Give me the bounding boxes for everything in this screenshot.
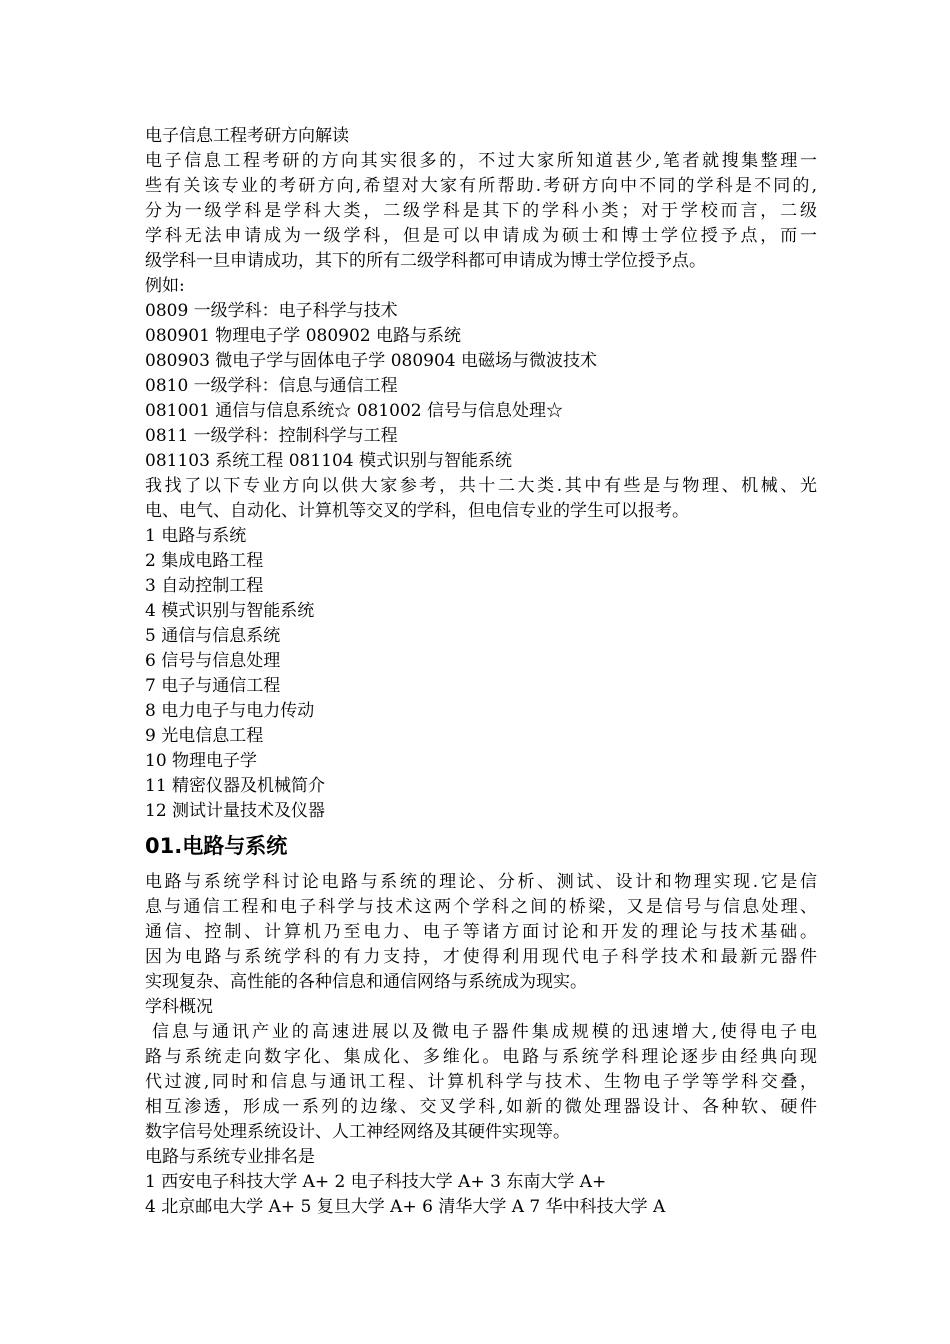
paragraph-line: 通信、控制、计算机乃至电力、电子等诸方面讨论和开发的理论与技术基础。 — [145, 922, 817, 942]
overview-label: 学科概况 — [145, 997, 213, 1017]
paragraph-line: 电、电气、自动化、计算机等交叉的学科，但电信专业的学生可以报考。 — [145, 501, 689, 521]
paragraph-line: 相互渗透，形成一系列的边缘、交叉学科,如新的微处理器设计、各种软、硬件 — [145, 1097, 817, 1117]
paragraph-line: 电路与系统学科讨论电路与系统的理论、分析、测试、设计和物理实现.它是信 — [145, 872, 817, 892]
direction-item: 3 自动控制工程 — [145, 576, 264, 596]
ranking-line: 1 西安电子科技大学 A+ 2 电子科技大学 A+ 3 东南大学 A+ — [145, 1172, 607, 1192]
paragraph-line: 因为电路与系统学科的有力支持，才使得利用现代电子科学技术和最新元器件 — [145, 947, 817, 967]
direction-item: 5 通信与信息系统 — [145, 626, 281, 646]
paragraph-line: 些有关该专业的考研方向,希望对大家有所帮助.考研方向中不同的学科是不同的, — [145, 176, 817, 196]
paragraph-line: 学科无法申请成为一级学科，但是可以申请成为硕士和博士学位授予点，而一 — [145, 226, 817, 246]
overview-paragraph — [145, 1020, 817, 1145]
direction-item: 12 测试计量技术及仪器 — [145, 801, 326, 821]
paragraph-line: 级学科一旦申请成功，其下的所有二级学科都可申请成为博士学位授予点。 — [145, 251, 706, 271]
example-item: 081001 通信与信息系统☆ 081002 信号与信息处理☆ — [145, 401, 564, 421]
paragraph-line: 分为一级学科是学科大类，二级学科是其下的学科小类；对于学校而言，二级 — [145, 201, 817, 221]
direction-item: 9 光电信息工程 — [145, 726, 264, 746]
example-label: 例如: — [145, 276, 185, 296]
document-title: 电子信息工程考研方向解读 — [145, 126, 349, 146]
paragraph-line: 路与系统走向数字化、集成化、多维化。电路与系统学科理论逐步由经典向现 — [145, 1047, 817, 1067]
intro-paragraph — [145, 149, 817, 274]
paragraph-line: 我找了以下专业方向以供大家参考，共十二大类.其中有些是与物理、机械、光 — [145, 476, 817, 496]
paragraph-line: 实现复杂、高性能的各种信息和通信网络与系统成为现实。 — [145, 972, 587, 992]
paragraph-line: 息与通信工程和电子科学与技术这两个学科之间的桥梁，又是信号与信息处理、 — [145, 897, 817, 917]
direction-item: 8 电力电子与电力传动 — [145, 701, 315, 721]
example-item: 081103 系统工程 081104 模式识别与智能系统 — [145, 451, 513, 471]
ranking-label: 电路与系统专业排名是 — [145, 1147, 315, 1167]
example-item: 080903 微电子学与固体电子学 080904 电磁场与微波技术 — [145, 351, 598, 371]
paragraph-line: 数字信号处理系统设计、人工神经网络及其硬件实现等。 — [145, 1122, 570, 1142]
ranking-line: 4 北京邮电大学 A+ 5 复旦大学 A+ 6 清华大学 A 7 华中科技大学 A — [145, 1197, 666, 1217]
direction-list — [145, 524, 817, 824]
direction-item: 11 精密仪器及机械简介 — [145, 776, 326, 796]
example-item: 0809 一级学科：电子科学与技术 — [145, 301, 398, 321]
paragraph-line: 信息与通讯产业的高速进展以及微电子器件集成规模的迅速增大,使得电子电 — [152, 1022, 817, 1042]
direction-item: 7 电子与通信工程 — [145, 676, 281, 696]
direction-item: 2 集成电路工程 — [145, 551, 264, 571]
summary-paragraph — [145, 474, 817, 524]
section-description — [145, 870, 817, 995]
direction-item: 6 信号与信息处理 — [145, 651, 281, 671]
section-heading: 01.电路与系统 — [145, 834, 288, 858]
paragraph-line: 代过渡,同时和信息与通讯工程、计算机科学与技术、生物电子学等学科交叠， — [145, 1072, 817, 1092]
document-page — [145, 124, 817, 1220]
example-item: 0810 一级学科：信息与通信工程 — [145, 376, 398, 396]
direction-item: 1 电路与系统 — [145, 526, 247, 546]
paragraph-line: 电子信息工程考研的方向其实很多的，不过大家所知道甚少,笔者就搜集整理一 — [145, 151, 817, 171]
direction-item: 10 物理电子学 — [145, 751, 258, 771]
example-item: 0811 一级学科：控制科学与工程 — [145, 426, 398, 446]
example-item: 080901 物理电子学 080902 电路与系统 — [145, 326, 462, 346]
direction-item: 4 模式识别与智能系统 — [145, 601, 315, 621]
ranking-list — [145, 1170, 817, 1220]
example-list — [145, 299, 817, 474]
